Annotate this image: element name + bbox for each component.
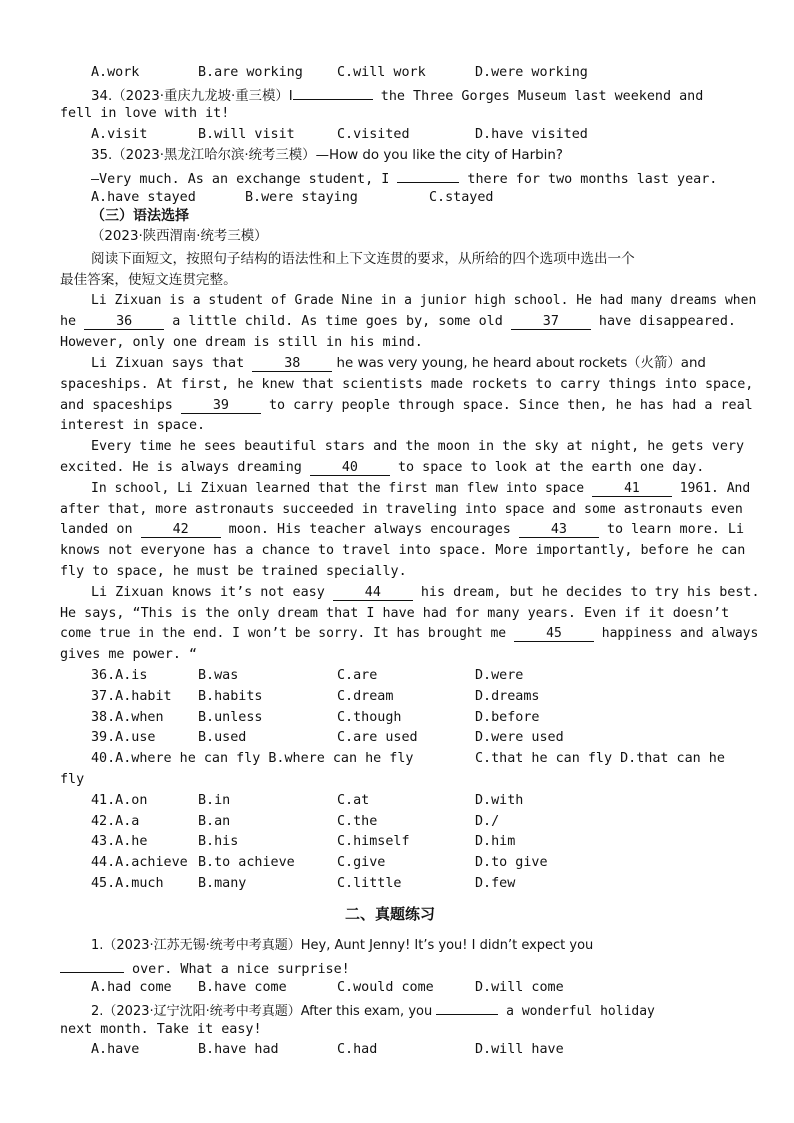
blank-40: 40 [310, 460, 390, 476]
choice-d: D./ [475, 814, 500, 829]
q35-text-b: there for two months last year. [459, 172, 718, 187]
blank-36: 36 [84, 314, 164, 330]
choice-c: C.though [337, 710, 402, 725]
text: to space to look at the earth one day. [389, 460, 705, 475]
text: In school, Li Zixuan learned that the first man flew into space [91, 481, 592, 496]
choice-b: B.used [198, 730, 247, 745]
section-heading: 二、真题练习 [345, 905, 436, 923]
choice-a: 45.A.much [91, 876, 164, 891]
text: over. What a nice surprise! [124, 962, 350, 977]
choice-c: C.are used [337, 730, 418, 745]
choice-a: 44.A.achieve [91, 855, 188, 870]
passage-line [60, 520, 744, 540]
choice-a: 37.A.habit [91, 689, 172, 704]
choice-b: B.an [198, 814, 231, 829]
choice-c: C.dream [337, 689, 394, 704]
option-c: C.had [337, 1042, 378, 1057]
passage-line [60, 312, 736, 332]
option-c: C.visited [337, 127, 410, 142]
passage-line: interest in space. [60, 418, 206, 433]
passage-line [60, 396, 753, 416]
section-title: （三）语法选择 [91, 208, 189, 224]
passage-line: knows not everyone has a chance to travel into space. More importantly, before he can [60, 543, 746, 558]
choice-c: C.the [337, 814, 378, 829]
option-a: A.have [91, 1042, 140, 1057]
option-c: C.will work [337, 65, 426, 80]
choice-b: B.was [198, 668, 239, 683]
answer-blank [60, 957, 124, 973]
answer-blank [436, 999, 498, 1015]
choice-b: B.habits [198, 689, 263, 704]
blank-44: 44 [333, 585, 413, 601]
section-instructions: 阅读下面短文，按照句子结构的语法性和上下文连贯的要求，从所给的四个选项中选出一个 [91, 251, 635, 267]
choice-b: B.to achieve [198, 855, 295, 870]
text: happiness and always [593, 626, 759, 641]
choice-b: B.his [198, 834, 239, 849]
option-b: B.will visit [198, 127, 295, 142]
choice-c: C.are [337, 668, 378, 683]
choice-d: D.to give [475, 855, 548, 870]
answer-blank [293, 84, 373, 100]
real-q2-stem-cont: next month. Take it easy! [60, 1022, 262, 1037]
blank-45: 45 [514, 626, 594, 642]
choice-d: D.were [475, 668, 524, 683]
choice-a: 36.A.is [91, 668, 148, 683]
choice-d: D.before [475, 710, 540, 725]
blank-39: 39 [181, 398, 261, 414]
option-d: D.will come [475, 980, 564, 995]
q34-text-a: 34.（2023·重庆九龙坡·重三模）I [91, 89, 293, 104]
text: have disappeared. [590, 314, 736, 329]
section-instructions-cont: 最佳答案，使短文连贯完整。 [60, 272, 237, 288]
choice-cd: C.that he can fly D.that can he [475, 751, 725, 766]
choice-a: 41.A.on [91, 793, 148, 808]
passage-line: spaceships. At first, he knew that scientists made rockets to carry things into space, [60, 377, 754, 392]
option-c: C.would come [337, 980, 434, 995]
passage-line [91, 354, 706, 374]
choice-b: B.in [198, 793, 231, 808]
q34-text-b: the Three Gorges Museum last weekend and [372, 89, 704, 104]
q34-stem-cont: fell in love with it! [60, 106, 230, 121]
text: a little child. As time goes by, some old [164, 314, 511, 329]
choice-cont: fly [60, 772, 85, 787]
option-d: D.were working [475, 65, 588, 80]
option-d: D.will have [475, 1042, 564, 1057]
real-q1-stem: 1.（2023·江苏无锡·统考中考真题）Hey, Aunt Jenny! It’s you! I didn’t expect you [91, 938, 594, 953]
text: landed on [60, 522, 141, 537]
passage-line: However, only one dream is still in his mind. [60, 335, 423, 350]
passage-line [91, 583, 760, 603]
choice-b: B.unless [198, 710, 263, 725]
passage-line [60, 458, 704, 478]
choice-c: C.himself [337, 834, 410, 849]
passage-line: fly to space, he must be trained specially. [60, 564, 407, 579]
text: he was very young, he heard about rockets（火箭）and [332, 356, 706, 371]
passage-line: after that, more astronauts succeeded in traveling into space and some astronauts even [60, 502, 743, 517]
choice-c: C.little [337, 876, 402, 891]
option-a: A.work [91, 65, 140, 80]
option-b: B.have had [198, 1042, 279, 1057]
choice-d: D.dreams [475, 689, 540, 704]
blank-41: 41 [592, 481, 672, 497]
choice-d: D.few [475, 876, 516, 891]
passage-line [60, 624, 758, 644]
blank-37: 37 [511, 314, 591, 330]
q35-stem-cont [91, 167, 717, 190]
choice-a: 43.A.he [91, 834, 148, 849]
option-c: C.stayed [429, 190, 494, 205]
choice-c: C.give [337, 855, 386, 870]
choice-ab: 40.A.where he can fly B.where can he fly [91, 751, 414, 766]
blank-42: 42 [141, 522, 221, 538]
choice-a: 42.A.a [91, 814, 140, 829]
choice-d: D.with [475, 793, 524, 808]
option-b: B.are working [198, 65, 303, 80]
text: 2.（2023·辽宁沈阳·统考中考真题）After this exam, you [91, 1004, 437, 1019]
text: Li Zixuan says that [91, 356, 253, 371]
text: come true in the end. I won’t be sorry. It has brought me [60, 626, 514, 641]
option-b: B.have come [198, 980, 287, 995]
option-b: B.were staying [245, 190, 358, 205]
passage-line: Li Zixuan is a student of Grade Nine in a junior high school. He had many dreams when [91, 293, 757, 308]
q35-stem: 35.（2023·黑龙江哈尔滨·统考三模）—How do you like the city of Harbin? [91, 148, 563, 163]
real-q1-stem-cont [60, 957, 350, 980]
choice-c: C.at [337, 793, 370, 808]
text: he [60, 314, 85, 329]
passage-line [91, 479, 750, 499]
passage-line: Every time he sees beautiful stars and the moon in the sky at night, he gets very [91, 439, 745, 454]
option-a: A.visit [91, 127, 148, 142]
text: 1961. And [671, 481, 751, 496]
blank-43: 43 [519, 522, 599, 538]
option-a: A.have stayed [91, 190, 196, 205]
text: to carry people through space. Since then, he has had a real [260, 398, 753, 413]
q35-text-a: —Very much. As an exchange student, I [91, 172, 398, 187]
text: and spaceships [60, 398, 181, 413]
text: Li Zixuan knows it’s not easy [91, 585, 333, 600]
choice-d: D.him [475, 834, 516, 849]
choice-a: 39.A.use [91, 730, 156, 745]
option-a: A.had come [91, 980, 172, 995]
choice-a: 38.A.when [91, 710, 164, 725]
real-q2-stem [91, 999, 655, 1022]
answer-blank [397, 167, 459, 183]
text: excited. He is always dreaming [60, 460, 310, 475]
choice-d: D.were used [475, 730, 564, 745]
text: to learn more. Li [598, 522, 745, 537]
passage-line: He says, “This is the only dream that I have had for many years. Even if it doesn’t [60, 606, 730, 621]
option-d: D.have visited [475, 127, 588, 142]
section-source: （2023·陕西渭南·统考三模） [91, 229, 268, 244]
text: his dream, but he decides to try his best. [412, 585, 760, 600]
passage-line: gives me power. “ [60, 647, 198, 662]
choice-b: B.many [198, 876, 247, 891]
text: moon. His teacher always encourages [220, 522, 519, 537]
blank-38: 38 [252, 356, 332, 372]
text: a wonderful holiday [498, 1004, 655, 1019]
